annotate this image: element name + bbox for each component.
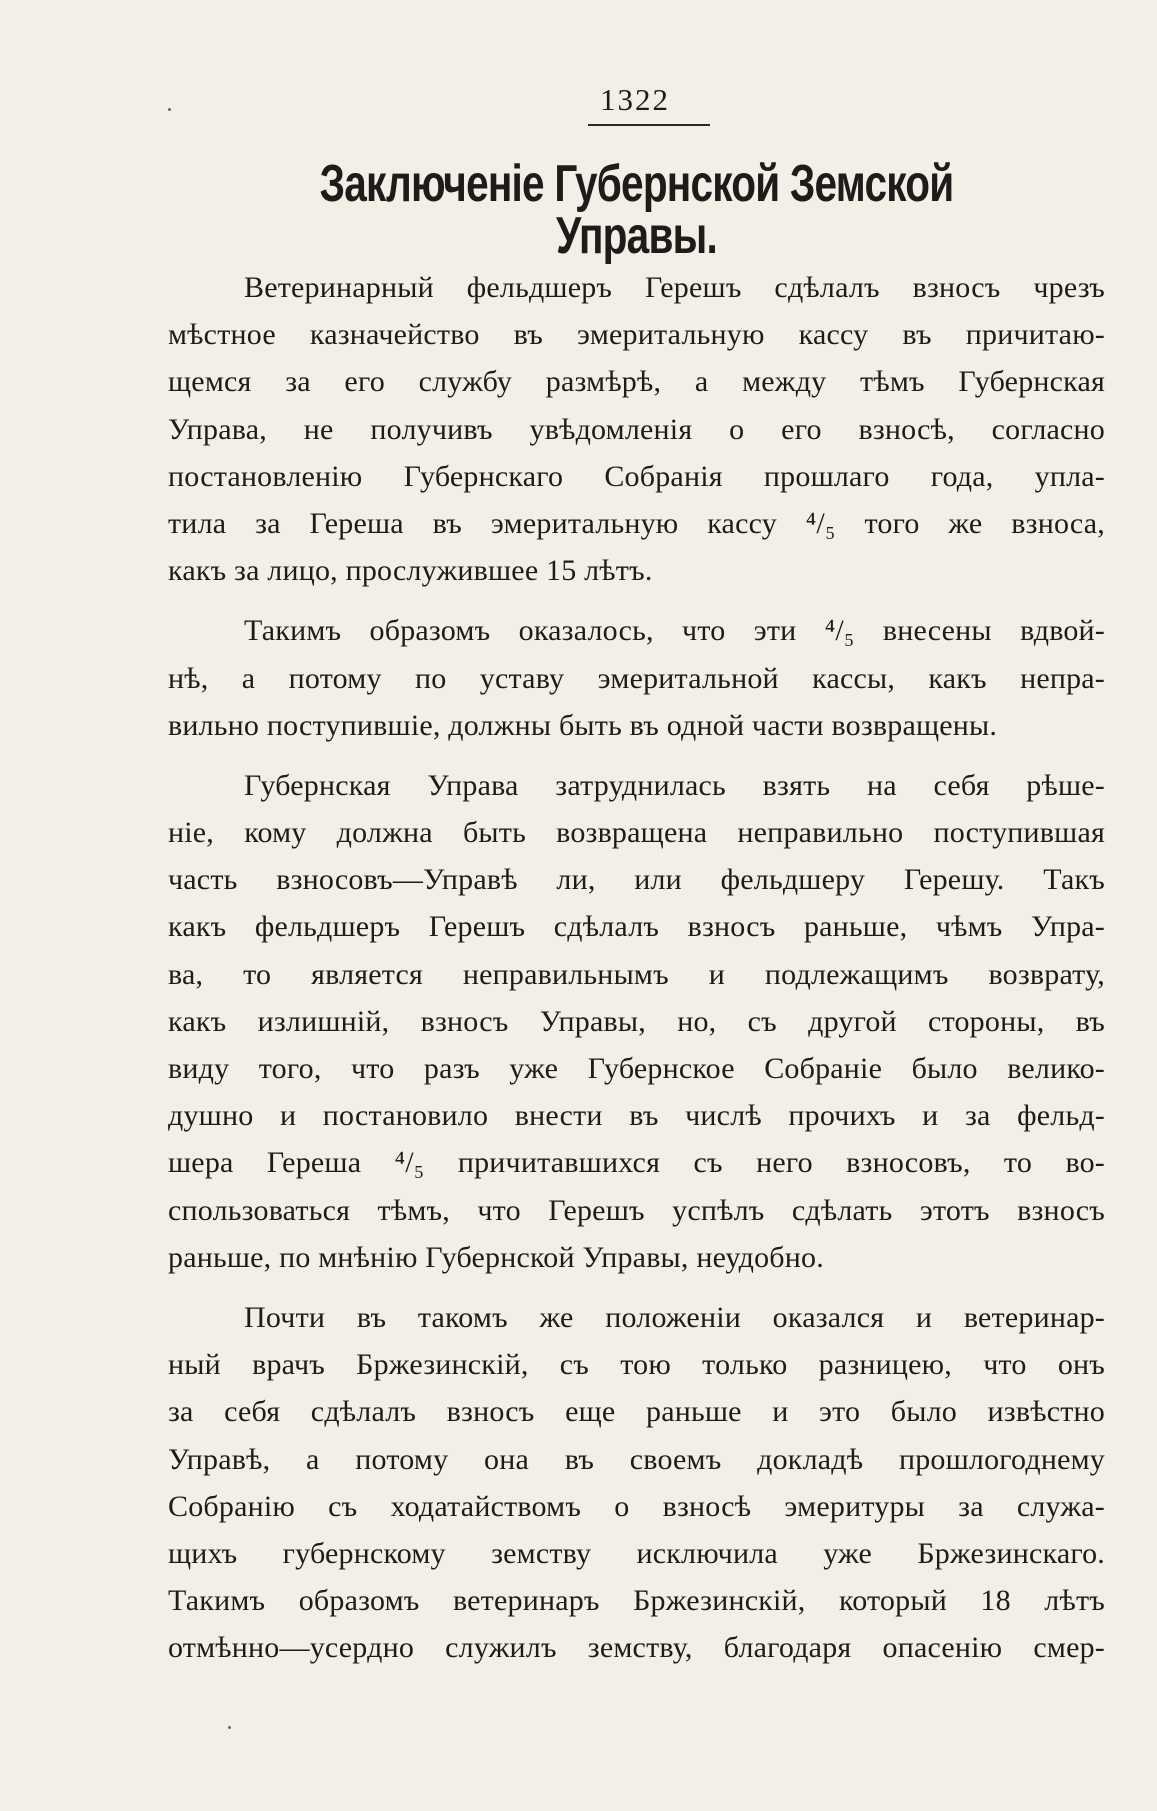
text-line: Такимъ образомъ оказалось, что эти ⁴/₅ внесены вдвой- <box>244 614 1105 648</box>
text-line: щемся за его службу размѣрѣ, а между тѣмъ Губернская <box>168 365 1105 399</box>
text-line: шера Гереша ⁴/₅ причитавшихся съ него взносовъ, то во- <box>168 1146 1105 1180</box>
page-number-rule <box>588 124 710 126</box>
text-line: вильно поступившіе, должны быть въ одной части возвращены. <box>168 708 998 742</box>
text-line: Губернская Управа затруднилась взять на себя рѣше- <box>244 768 1105 802</box>
text-line: постановленію Губернскаго Собранія прошлаго года, упла- <box>168 459 1105 493</box>
text-line: какъ фельдшеръ Герешъ сдѣлалъ взносъ раньше, чѣмъ Упра- <box>168 910 1105 944</box>
text-line: отмѣнно—усердно служилъ земству, благодаря опасенію смер- <box>168 1631 1105 1665</box>
text-line: нѣ, а потому по уставу эмеритальной кассы, какъ непра- <box>168 661 1105 695</box>
text-line: Собранію съ ходатайствомъ о взносѣ эмеритуры за служа- <box>168 1489 1105 1523</box>
paragraph-1 <box>168 264 1105 594</box>
print-speck <box>168 108 171 111</box>
text-line: ный врачъ Бржезинскій, съ тою только разницею, что онъ <box>168 1348 1105 1382</box>
text-line: Ветеринарный фельдшеръ Герешъ сдѣлалъ взносъ чрезъ <box>244 271 1105 304</box>
text-line: ва, то является неправильнымъ и подлежащимъ возврату, <box>168 957 1105 991</box>
text-line: спользоваться тѣмъ, что Герешъ успѣлъ сдѣлать этотъ взносъ <box>168 1193 1105 1227</box>
text-line: тила за Гереша въ эмеритальную кассу ⁴/₅ того же взноса, <box>168 506 1105 540</box>
text-line: какъ излишній, взносъ Управы, но, съ другой стороны, въ <box>168 1004 1105 1038</box>
text-line: часть взносовъ—Управѣ ли, или фельдшеру Герешу. Такъ <box>168 863 1105 897</box>
text-line: Управѣ, а потому она въ своемъ докладѣ прошлогоднему <box>168 1442 1105 1476</box>
body-text <box>168 264 1105 1671</box>
text-line: ніе, кому должна быть возвращена неправильно поступившая <box>168 816 1105 850</box>
print-speck <box>228 1726 231 1729</box>
text-line: виду того, что разъ уже Губернское Собраніе было велико- <box>168 1052 1105 1085</box>
text-line: щихъ губернскому земству исключила уже Бржезинскаго. <box>168 1536 1105 1570</box>
paragraph-3 <box>168 762 1105 1281</box>
text-line: раньше, по мнѣнію Губернской Управы, неудобно. <box>168 1240 824 1274</box>
text-line: Такимъ образомъ ветеринаръ Бржезинскій, который 18 лѣтъ <box>168 1584 1105 1618</box>
text-line: душно и постановило внести въ числѣ прочихъ и за фельд- <box>168 1099 1105 1133</box>
page-title: Заключеніе Губернской Земской Управы. <box>319 155 954 265</box>
paragraph-4 <box>168 1294 1105 1672</box>
text-line: за себя сдѣлалъ взносъ еще раньше и это было извѣстно <box>168 1395 1105 1429</box>
text-line: какъ за лицо, прослужившее 15 лѣтъ. <box>168 554 653 588</box>
text-line: Управа, не получивъ увѣдомленія о его взносѣ, согласно <box>168 412 1105 446</box>
text-line: Почти въ такомъ же положеніи оказался и ветеринар- <box>244 1300 1105 1334</box>
paragraph-2 <box>168 607 1105 749</box>
page-number: 1322 <box>600 82 670 117</box>
text-line: мѣстное казначейство въ эмеритальную кассу въ причитаю- <box>168 318 1105 352</box>
